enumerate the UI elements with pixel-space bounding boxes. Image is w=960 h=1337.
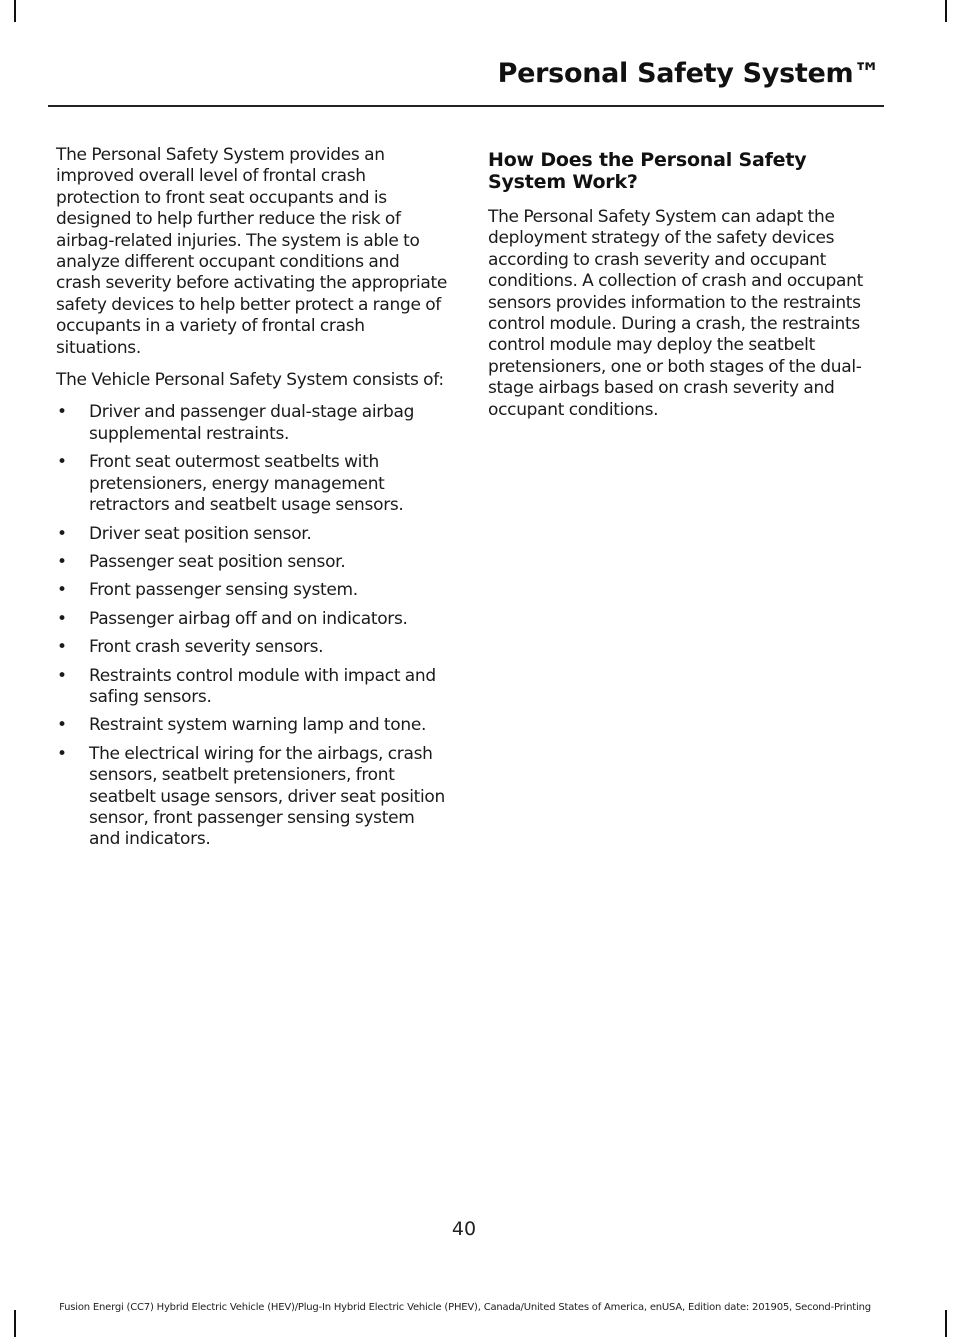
bullet-icon: • [57,665,67,686]
list-item-text: Front passenger sensing system. [89,580,358,601]
title-divider [48,105,884,107]
page-number: 40 [451,1218,477,1240]
page-title: Personal Safety System™ [497,58,880,89]
list-item [56,715,448,736]
list-item-text: Passenger airbag off and on indicators. [89,608,408,629]
crop-mark-bottom-left [14,1310,16,1337]
list-item [56,580,448,601]
list-item [56,552,448,573]
section-heading: How Does the Personal Safety System Work? [488,149,807,193]
list-item-text: Driver seat position sensor. [89,523,312,544]
left-column [56,145,448,858]
list-item [56,524,448,545]
list-item [56,666,448,709]
bullet-icon: • [57,452,67,473]
crop-mark-bottom-right [945,1310,947,1337]
right-column [488,145,883,432]
list-item [56,609,448,630]
list-item-text: Front crash severity sensors. [89,637,324,658]
list-item [56,637,448,658]
bullet-icon: • [57,743,67,764]
bullet-icon: • [57,402,67,423]
components-list [56,402,448,850]
footer-edition-text: Fusion Energi (CC7) Hybrid Electric Vehicle (HEV)/Plug-In Hybrid Electric Vehicle (PHEV), Canada/United States of America, enUSA, Edition date: 201905, Second-Printing [59,1302,871,1313]
list-item [56,452,448,516]
crop-mark-top-left [14,0,16,22]
list-item-text: Driver and passenger dual-stage airbag supplemental restraints. [89,402,415,444]
bullet-icon: • [57,608,67,629]
consists-of-paragraph: The Vehicle Personal Safety System consists of: [56,370,444,391]
list-item [56,744,448,851]
bullet-icon: • [57,637,67,658]
list-item-text: Front seat outermost seatbelts with pretensioners, energy management retractors and seatbelt usage sensors. [89,452,404,516]
bullet-icon: • [57,715,67,736]
list-item [56,402,448,445]
crop-mark-top-right [945,0,947,22]
list-item-text: Restraints control module with impact and safing sensors. [89,665,436,707]
list-item-text: Restraint system warning lamp and tone. [89,715,427,736]
bullet-icon: • [57,580,67,601]
intro-paragraph: The Personal Safety System provides an improved overall level of frontal crash protection to front seat occupants and is designed to help further reduce the risk of airbag-related injuries. The system is able to analyze different occupant conditions and crash severity before activating the appropriate safety devices to help better protect a range of occupants in a variety of frontal crash situations. [56,145,448,358]
how-it-works-paragraph: The Personal Safety System can adapt the deployment strategy of the safety devices according to crash severity and occupant conditions. A collection of crash and occupant sensors provides information to the restraints control module. During a crash, the restraints control module may deploy the seatbelt pretensioners, one or both stages of the dual-stage airbags based on crash severity and occupant conditions. [488,207,863,420]
list-item-text: The electrical wiring for the airbags, crash sensors, seatbelt pretensioners, front seatbelt usage sensors, driver seat position sensor, front passenger sensing system and indicators. [89,743,446,850]
list-item-text: Passenger seat position sensor. [89,551,346,572]
bullet-icon: • [57,551,67,572]
bullet-icon: • [57,523,67,544]
